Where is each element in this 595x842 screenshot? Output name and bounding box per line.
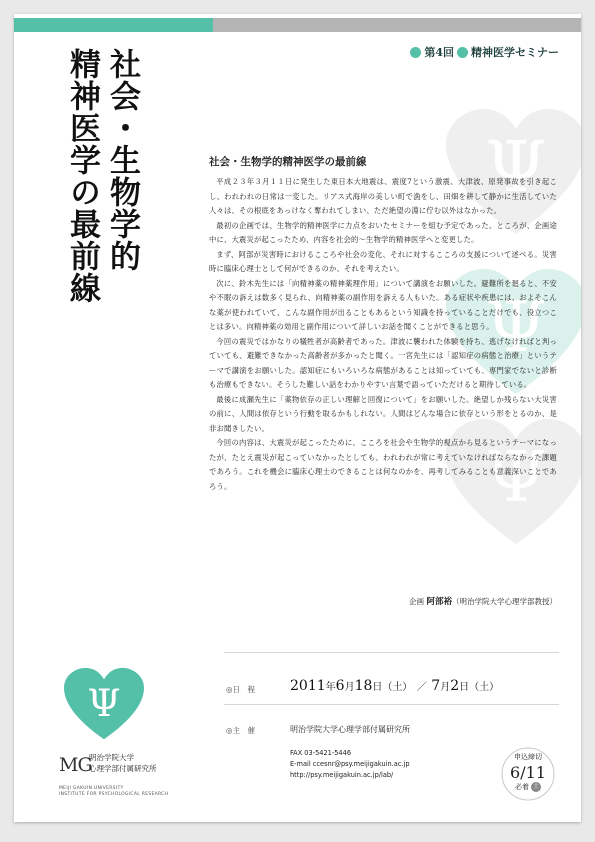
fax-number: FAX 03-5421-5446 (290, 749, 352, 757)
logo-glyph: Ψ (87, 680, 121, 725)
university-name: 明治学院大学 (89, 753, 134, 762)
schedule-year: 2011 (290, 678, 326, 694)
article-body (209, 154, 557, 494)
watermark-glyph: Ψ (485, 286, 547, 368)
signature-prefix: 企画 (409, 597, 425, 606)
schedule-day-unit: 日 (459, 682, 470, 693)
schedule-month: 6 (335, 678, 345, 694)
page-title (62, 48, 142, 304)
signature-affiliation: （明治学院大学心理学部教授） (452, 597, 557, 606)
organizer-contacts (290, 748, 410, 781)
article-paragraph: 平成２３年３月１１日に発生した東日本大地震は、震度7という激震、大津波、原発事故を引き起こし、われわれの日常は一変した。リアス式海岸の美しい町で漁をし、田畑を耕して静かに生活していた人々は、その根底をあっけなく奪われてしまい、ただ絶望の淵に佇む以外はなかった。 (209, 177, 557, 215)
top-gray-bar (213, 18, 581, 32)
article-paragraph: 今回の内容は、大震災が起こったために、こころを社会や生物学的視点から見るというテーマになったが、たとえ震災が起こっていなかったとしても、われわれが常に考えていなければならなかった課題であろう。これを機会に臨床心理士のできることは何なのかを、再考してみることも意義深いことであろう。 (209, 438, 557, 491)
deadline-stamp (500, 744, 556, 804)
schedule-weekday: （土） (469, 682, 500, 693)
article-paragraph: 今回の震災ではかなりの犠牲者が高齢者であった。津波に襲われた体験を持ち、逃げなければと判っていても、避難できなかった高齢者が多かったと聞く。一宮先生には「認知症の病態と治療」というテーマで講演をお願いした。認知症にもいろいろな病態があることは知っていても、専門家でないと診断も治療もできない。そうした難しい話をわかりやすい言葉で語っていただけると期待している。 (209, 336, 557, 389)
series-number: 第4回 (424, 46, 454, 59)
schedule-day: 2 (450, 678, 460, 694)
seminar-series-label (410, 44, 559, 60)
series-name: 精神医学セミナー (471, 46, 559, 59)
signature-name: 阿部裕 (426, 597, 452, 607)
article-signature (209, 595, 557, 607)
institute-name: 心理学部付属研究所 (89, 764, 157, 773)
schedule-dates (290, 678, 499, 694)
deadline-date: 6/11 (510, 763, 546, 782)
title-line-2: 精神医学の最前線 (64, 48, 100, 304)
schedule-day-unit: 日 (372, 682, 383, 693)
university-name-en: MEIJI GAKUIN UNIVERSITY (59, 786, 124, 791)
top-teal-bar (14, 18, 213, 32)
website-url[interactable]: http://psy.meijigakuin.ac.jp/lab/ (290, 771, 394, 779)
weekday-badge: 土 (532, 783, 539, 790)
article-paragraph: 次に、鈴木先生には「向精神薬の精神薬理作用」について講演をお願いした。避難所を廻ると、不安や不眠の訴えは数多く見られ、向精神薬の副作用を訴える人もいた。ある症状や疾患には、およそこんな薬が使われていて、こんな副作用が出ることもあるという知識を持っていることだけでも、役立つことは多い。向精神薬の効用と副作用について詳しいお話を聞くことができると思う。 (209, 278, 557, 331)
divider (224, 704, 559, 705)
institute-name-en: INSTITUTE FOR PSYCHOLOGICAL RESEARCH (59, 792, 169, 797)
article-heading: 社会・生物学的精神医学の最前線 (209, 156, 367, 168)
article-paragraph: 最初の企画では、生物学的精神医学に力点をおいたセミナーを組む予定であった。ところが、企画途中に、大震災が起こったため、内容を社会的〜生物学的精神医学へと変更した。 (209, 220, 557, 244)
email-address[interactable]: E-mail ccesnr@psy.meijigakuin.ac.jp (290, 760, 410, 768)
schedule-year-unit: 年 (325, 682, 336, 693)
deadline-must: 必着 (515, 783, 529, 791)
organizer-label: ◎主 催 (226, 726, 256, 735)
schedule-weekday: （土） (382, 682, 413, 693)
article-paragraph: まず、阿部が災害時におけるこころや社会の変化、それに対するこころの支援について述べる。災害時に臨床心理士として何ができるのか、それを考えたい。 (209, 249, 557, 273)
watermark-glyph: Ψ (485, 126, 547, 208)
divider (224, 652, 559, 653)
flyer-page (14, 14, 581, 822)
schedule-label: ◎日 程 (226, 685, 256, 694)
psi-heart-logo-icon (64, 666, 144, 744)
mg-mark: MG (59, 754, 92, 776)
organizer-name: 明治学院大学心理学部付属研究所 (290, 725, 410, 734)
bullet-dot-icon (457, 47, 468, 58)
schedule-month-unit: 月 (440, 682, 451, 693)
watermark-glyph: Ψ (485, 436, 547, 518)
schedule-month-unit: 月 (344, 682, 355, 693)
title-line-1: 社会・生物学的 (104, 48, 140, 272)
schedule-month: 7 (431, 678, 441, 694)
article-paragraph: 最後に成瀬先生に「薬物依存の正しい理解と回復について」をお願いした。絶望しか残らない大災害の前に、人間は依存という行動を取るかもしれない。人間はどんな場合に依存という形をとるのか、是非お聞きしたい。 (209, 394, 557, 433)
bullet-dot-icon (410, 47, 421, 58)
schedule-day: 18 (354, 678, 373, 694)
deadline-caption: 申込締切 (514, 753, 542, 761)
schedule-separator: ／ (416, 682, 427, 693)
